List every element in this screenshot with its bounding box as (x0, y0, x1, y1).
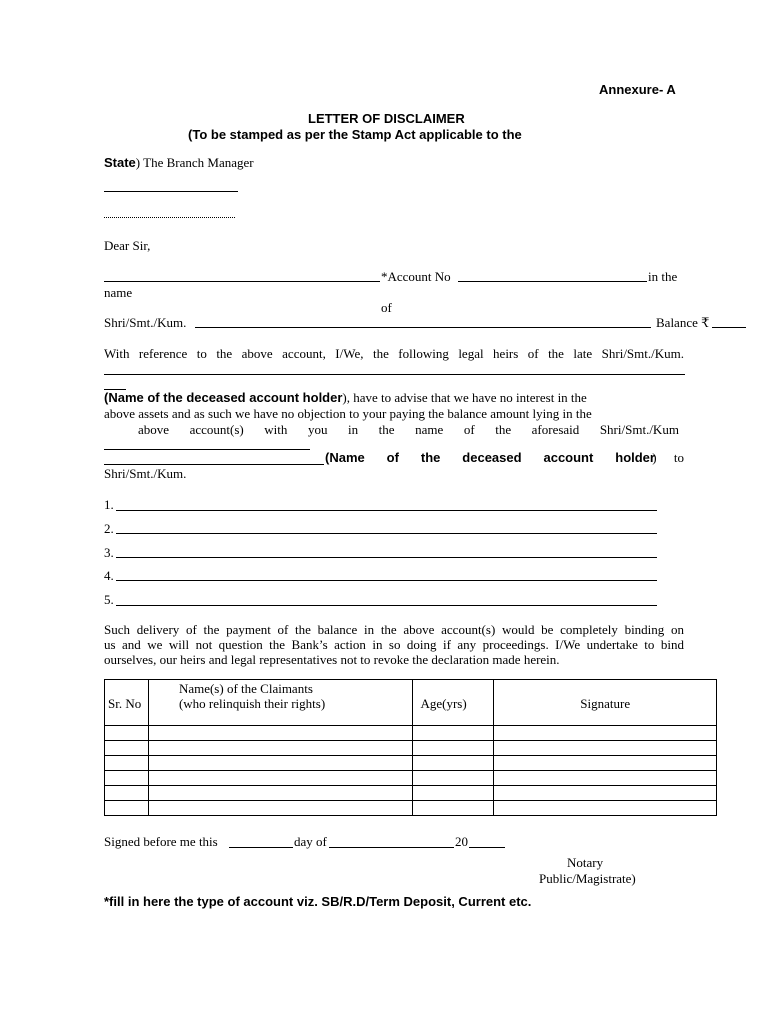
reference-line: With reference to the above account, I/We, the following legal heirs of the late Shri/Smt./Kum. (104, 346, 684, 361)
stamp-note-text: To be stamped as per the Stamp Act applicable to the (192, 127, 522, 142)
cell-name[interactable] (148, 786, 413, 801)
table-row (105, 756, 717, 771)
cell-age[interactable] (413, 786, 494, 801)
table-row (105, 801, 717, 816)
cell-age[interactable] (413, 756, 494, 771)
word: Shri/Smt./Kum (599, 422, 679, 437)
cell-name[interactable] (148, 741, 413, 756)
cell-age[interactable] (413, 801, 494, 816)
cell-sr[interactable] (105, 771, 149, 786)
cell-age[interactable] (413, 726, 494, 741)
salutation: Dear Sir, (104, 238, 151, 253)
address-line-1[interactable] (104, 191, 238, 192)
deceased-name-blank-1[interactable] (104, 374, 685, 375)
aforesaid-name-blank-2[interactable] (104, 464, 324, 465)
heir-number-5: 5. (104, 592, 114, 607)
cell-sr[interactable] (105, 786, 149, 801)
signed-month-blank[interactable] (329, 847, 454, 848)
state-word: State (104, 155, 136, 170)
delivery-line-1: Such delivery of the payment of the balance in the above account(s) would be completely binding on (104, 622, 684, 637)
heir-line-5[interactable] (116, 605, 657, 606)
table-row (105, 741, 717, 756)
deceased-label-1: Name of the deceased account holder (108, 390, 343, 405)
page-title: LETTER OF DISCLAIMER (308, 111, 465, 126)
word: you (307, 422, 328, 437)
heir-line-3[interactable] (116, 557, 657, 558)
signed-before-label: Signed before me this (104, 834, 218, 849)
heir-number-2: 2. (104, 521, 114, 536)
branch-manager-text: ) The Branch Manager (135, 155, 254, 170)
word: the (378, 422, 395, 437)
heir-number-3: 3. (104, 545, 114, 560)
table-header-row (105, 680, 717, 726)
deceased-open: ( (104, 390, 109, 405)
claimants-table (104, 679, 717, 816)
word: holder (615, 450, 655, 465)
word: the (495, 422, 512, 437)
signed-day-blank[interactable] (229, 847, 293, 848)
signed-year-blank[interactable] (469, 847, 505, 848)
cell-signature[interactable] (494, 756, 717, 771)
deceased-line (104, 390, 587, 405)
deceased-label-2 (325, 450, 655, 465)
account-type-blank[interactable] (104, 281, 380, 282)
annexure-label: Annexure- A (599, 82, 676, 97)
stamp-note-open: ( (188, 127, 193, 142)
day-of-label: day of (294, 834, 327, 849)
aforesaid-name-blank-1[interactable] (104, 449, 310, 450)
heir-number-1: 1. (104, 497, 114, 512)
addressee-line (104, 155, 254, 170)
balance-blank[interactable] (712, 327, 746, 328)
word: account (543, 450, 594, 465)
header-names-line-2: (who relinquish their rights) (178, 696, 326, 711)
shri-label: Shri/Smt./Kum. (104, 315, 187, 330)
heir-line-4[interactable] (116, 580, 657, 581)
cell-sr[interactable] (105, 756, 149, 771)
header-sr-no (105, 680, 149, 726)
cell-name[interactable] (148, 801, 413, 816)
of-word: of (381, 300, 392, 315)
holder-name-blank[interactable] (195, 327, 651, 328)
cell-age[interactable] (413, 771, 494, 786)
cell-sr[interactable] (105, 741, 149, 756)
header-signature-text: Signature (580, 696, 631, 711)
header-signature (494, 680, 717, 726)
table-row (105, 726, 717, 741)
delivery-line-3: ourselves, our heirs and legal representatives not to revoke the declaration made herein. (104, 652, 560, 667)
header-sr-no-text: Sr. No (108, 696, 142, 711)
word: with (264, 422, 288, 437)
above-accounts-line (138, 422, 679, 437)
word: deceased (462, 450, 522, 465)
shri-kum-2: Shri/Smt./Kum. (104, 466, 187, 481)
header-age (413, 680, 494, 726)
delivery-line-2: us and we will not question the Bank’s action in so doing if any proceedings. I/We undertake to bind (104, 637, 684, 652)
public-magistrate-label: Public/Magistrate) (539, 871, 636, 886)
cell-name[interactable] (148, 771, 413, 786)
word: name (415, 422, 444, 437)
cell-signature[interactable] (494, 801, 717, 816)
header-claimant-names (148, 680, 413, 726)
in-the-text: in the (648, 269, 678, 284)
cell-signature[interactable] (494, 786, 717, 801)
cell-name[interactable] (148, 756, 413, 771)
cell-sr[interactable] (105, 726, 149, 741)
account-no-blank[interactable] (458, 281, 647, 282)
word: above (138, 422, 170, 437)
balance-label: Balance ₹ (656, 315, 710, 330)
word: of (386, 450, 399, 465)
word: the (420, 450, 441, 465)
cell-signature[interactable] (494, 741, 717, 756)
advise-text: ), have to advise that we have no interest in the (342, 390, 587, 405)
word: aforesaid (531, 422, 580, 437)
cell-age[interactable] (413, 741, 494, 756)
heir-line-1[interactable] (116, 510, 657, 511)
word: of (463, 422, 475, 437)
table-row (105, 771, 717, 786)
account-no-label: *Account No (381, 269, 451, 284)
header-names-line-1: Name(s) of the Claimants (178, 681, 313, 696)
cell-name[interactable] (148, 726, 413, 741)
word: (Name (325, 450, 365, 465)
cell-signature[interactable] (494, 771, 717, 786)
name-word: name (104, 285, 133, 300)
word: account(s) (189, 422, 244, 437)
address-line-2[interactable] (104, 217, 235, 218)
table-row (105, 786, 717, 801)
heir-line-2[interactable] (116, 533, 657, 534)
stamp-note (188, 127, 522, 142)
cell-sr[interactable] (105, 801, 149, 816)
header-age-text: Age(yrs) (420, 696, 467, 711)
word: in (348, 422, 359, 437)
footnote: *fill in here the type of account viz. SB/R.D/Term Deposit, Current etc. (104, 894, 532, 909)
to-word: ) to (652, 450, 684, 465)
assets-line: above assets and as such we have no objection to your paying the balance amount lying in the (104, 406, 592, 421)
year-prefix: 20 (455, 834, 468, 849)
heir-number-4: 4. (104, 568, 114, 583)
notary-label: Notary (567, 855, 604, 870)
cell-signature[interactable] (494, 726, 717, 741)
